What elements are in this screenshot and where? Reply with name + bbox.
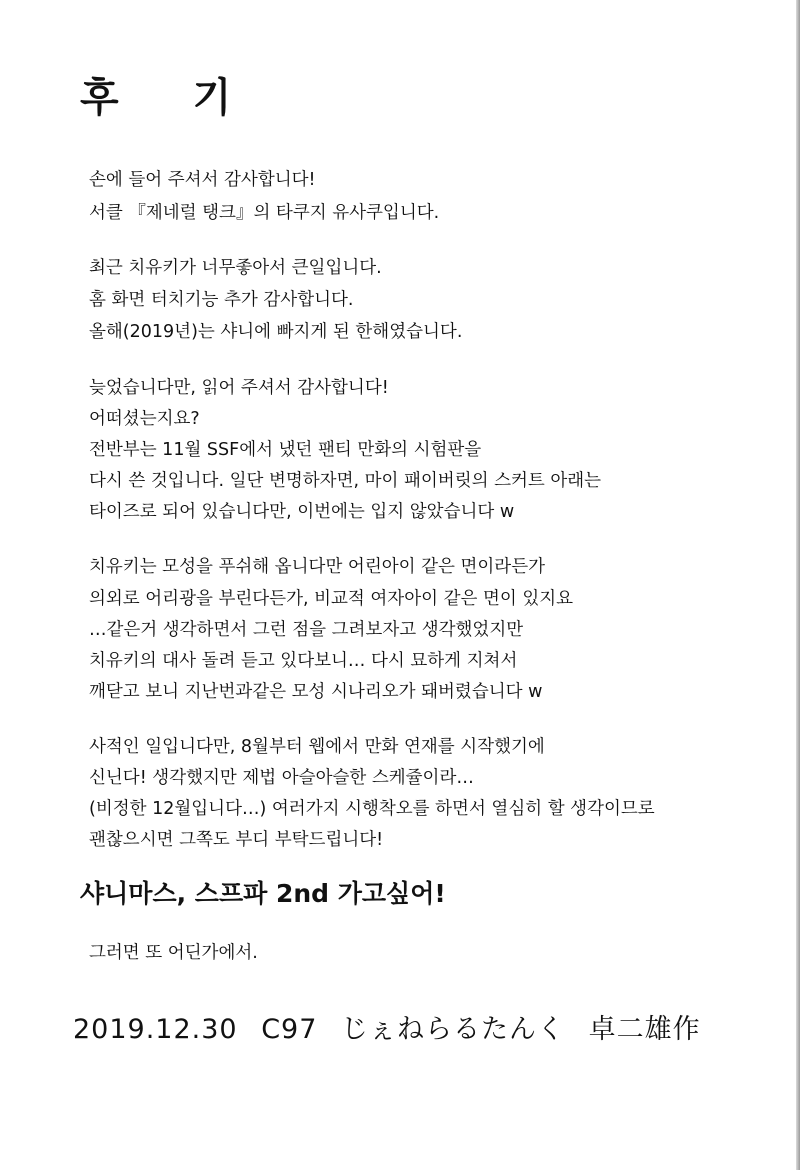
signature-event: C97 xyxy=(261,1014,318,1045)
text-line: 서클 『제네럴 탱크』의 타쿠지 유사쿠입니다. xyxy=(89,203,440,223)
text-line: 손에 들어 주셔서 감사합니다! xyxy=(89,170,316,190)
text-line: (비정한 12월입니다…) 여러가지 시행착오를 하면서 열심히 할 생각이므로 xyxy=(89,799,655,819)
signature-line xyxy=(73,1016,715,1043)
text-line: 타이즈로 되어 있습니다만, 이번에는 입지 않았습니다 w xyxy=(89,502,515,522)
text-line: 치유키는 모성을 푸쉬해 옵니다만 어린아이 같은 면이라든가 xyxy=(89,557,545,577)
text-line: 사적인 일입니다만, 8월부터 웹에서 만화 연재를 시작했기에 xyxy=(89,737,545,757)
text-line: 어떠셨는지요? xyxy=(89,409,200,429)
closing-line: 그러면 또 어딘가에서. xyxy=(89,943,258,963)
slogan-heading: 샤니마스, 스프파 2nd 가고싶어! xyxy=(80,879,446,908)
text-line: 전반부는 11월 SSF에서 냈던 팬티 만화의 시험판을 xyxy=(89,440,482,460)
signature-author: 卓二雄作 xyxy=(588,1014,701,1045)
text-line: 최근 치유키가 너무좋아서 큰일입니다. xyxy=(89,258,382,278)
text-line: 홈 화면 터치기능 추가 감사합니다. xyxy=(89,290,354,310)
text-line: 치유키의 대사 돌려 듣고 있다보니… 다시 묘하게 지쳐서 xyxy=(89,651,518,671)
text-line: 다시 쓴 것입니다. 일단 변명하자면, 마이 패이버릿의 스커트 아래는 xyxy=(89,471,602,491)
text-line: 깨닫고 보니 지난번과같은 모성 시나리오가 돼버렸습니다 w xyxy=(89,682,543,702)
signature-date: 2019.12.30 xyxy=(73,1014,238,1045)
page-title: 후 기 xyxy=(80,75,262,121)
text-line: 늦었습니다만, 읽어 주셔서 감사합니다! xyxy=(89,378,389,398)
signature-circle: じぇねらるたんく xyxy=(341,1014,565,1045)
text-line: 신닌다! 생각했지만 제법 아슬아슬한 스케쥴이라… xyxy=(89,768,474,788)
text-line: 올해(2019년)는 샤니에 빠지게 된 한해였습니다. xyxy=(89,322,463,342)
text-line: 의외로 어리광을 부린다든가, 비교적 여자아이 같은 면이 있지요 xyxy=(89,589,574,609)
text-line: …같은거 생각하면서 그런 점을 그려보자고 생각했었지만 xyxy=(89,620,524,640)
page-edge-shadow xyxy=(796,0,800,1170)
text-line: 괜찮으시면 그쪽도 부디 부탁드립니다! xyxy=(89,830,384,850)
